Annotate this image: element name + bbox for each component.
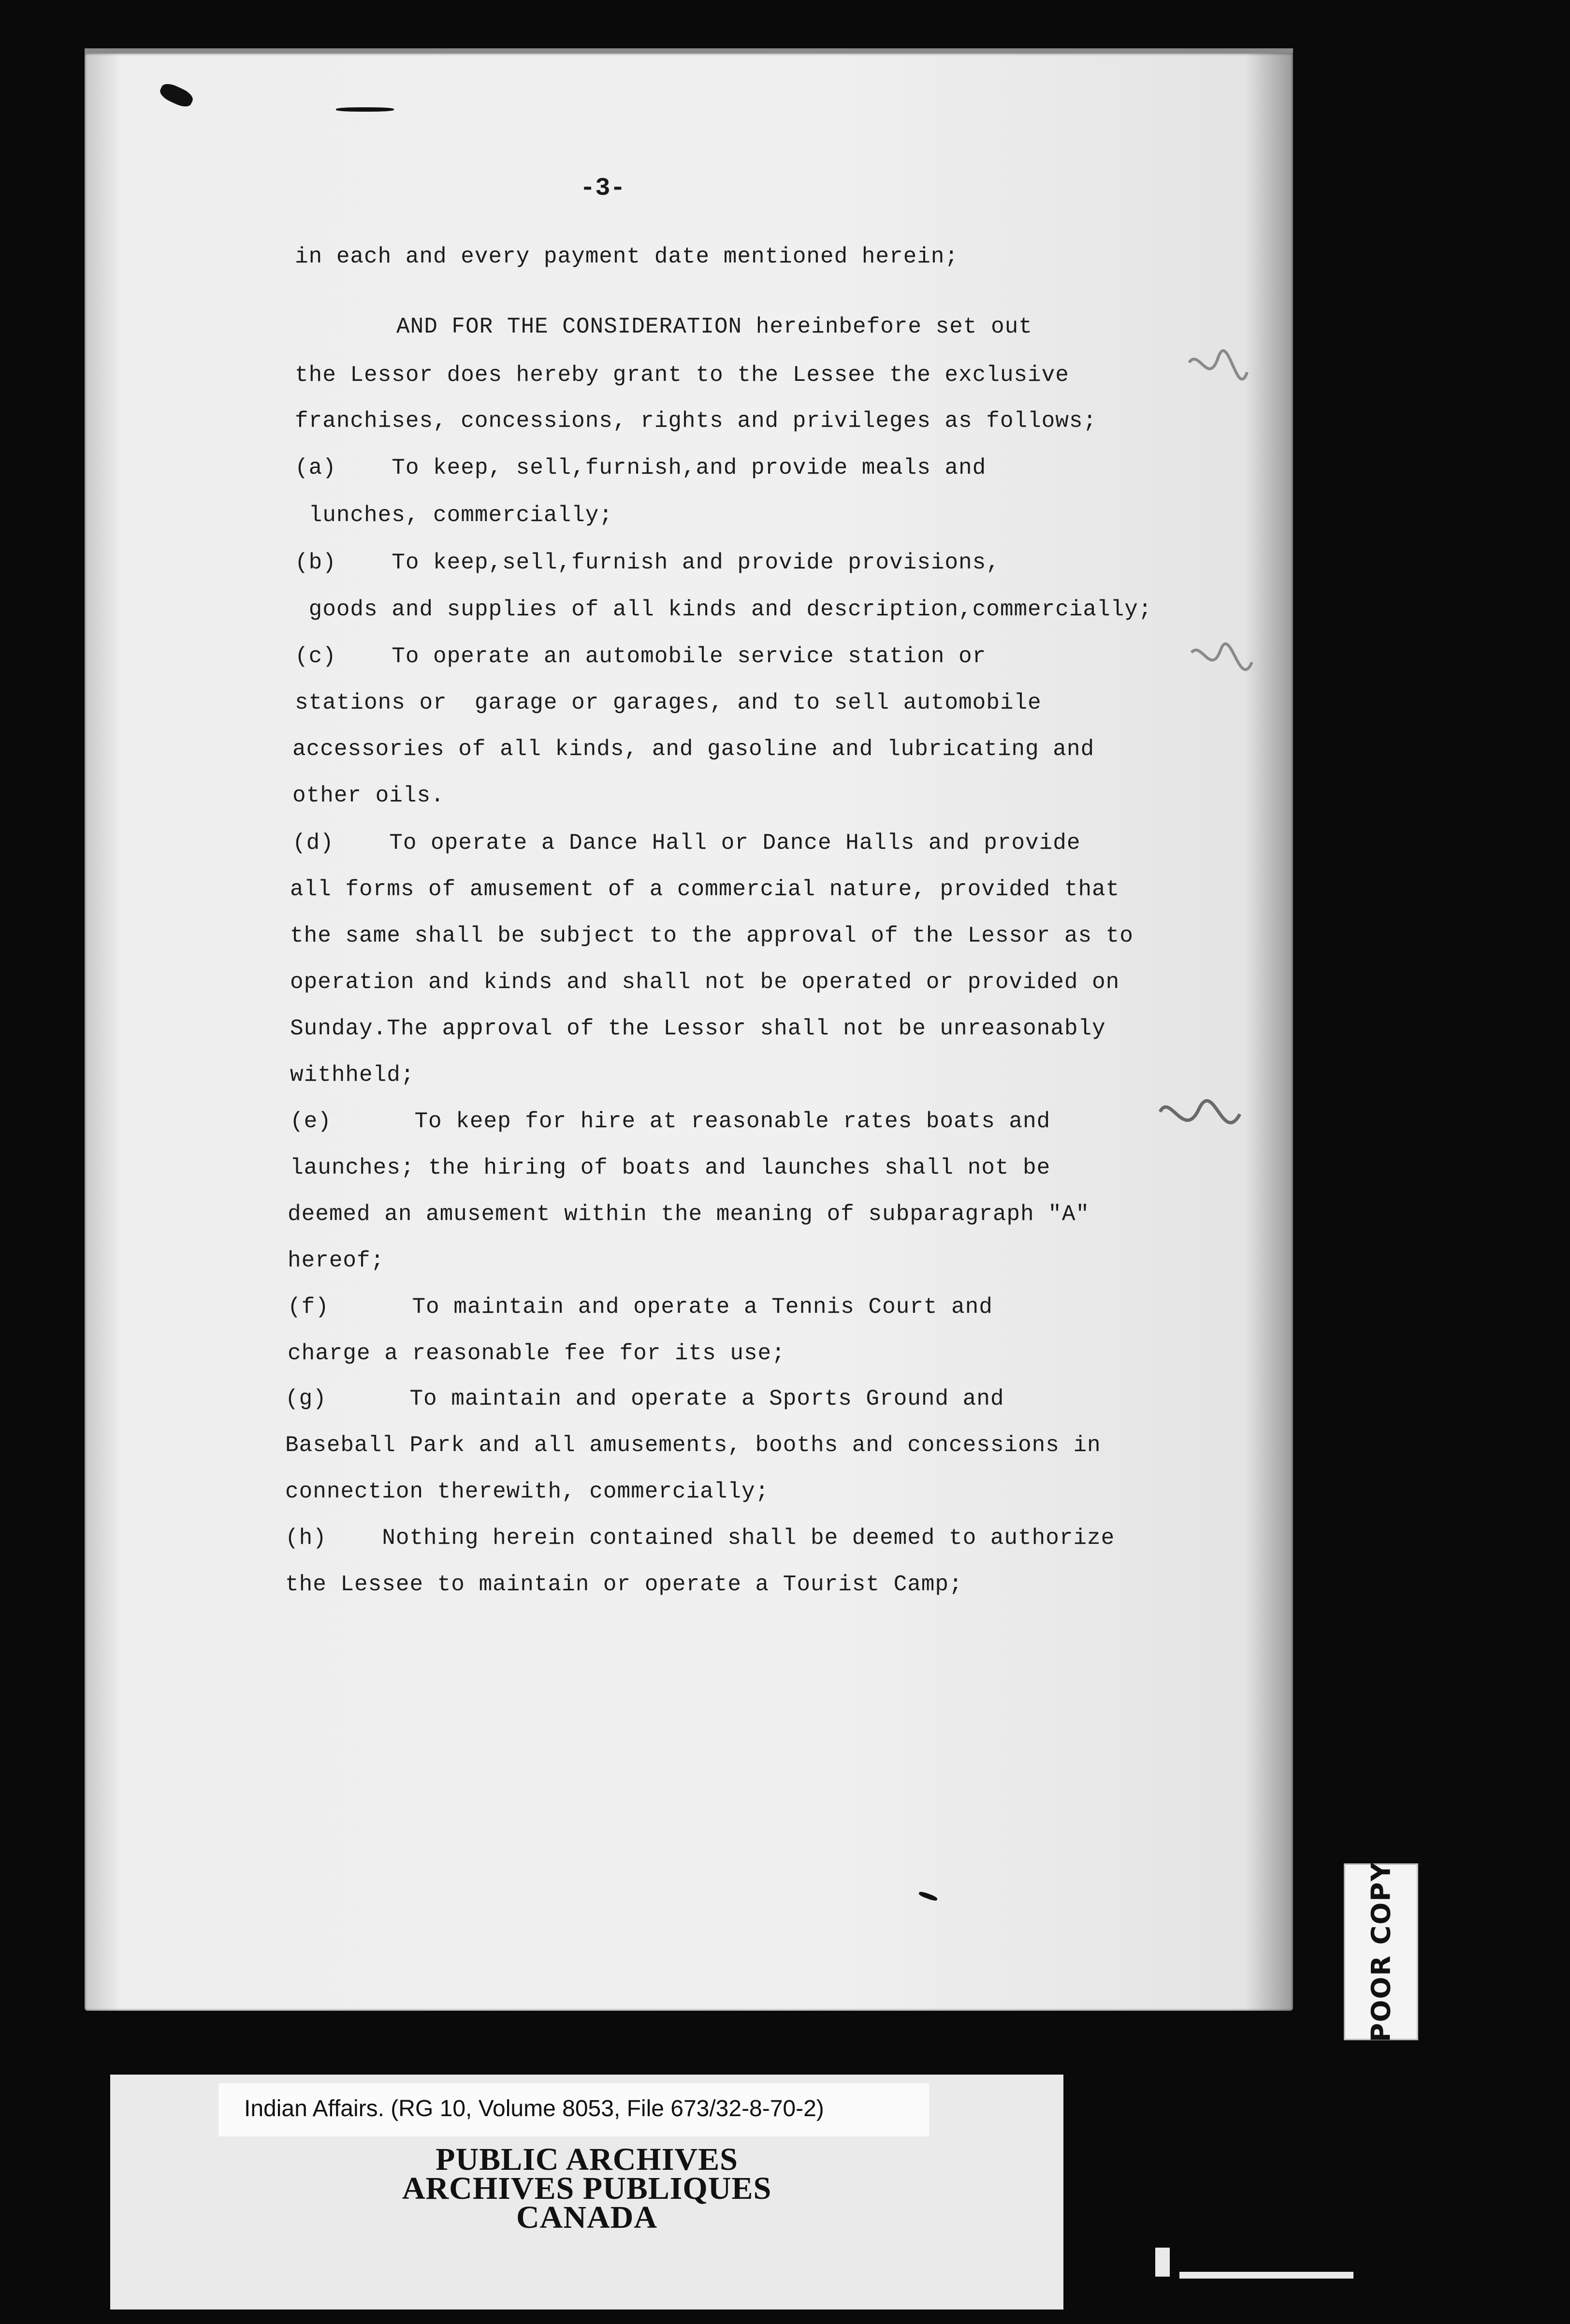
text-line: goods and supplies of all kinds and description,commercially;: [295, 597, 1152, 622]
archive-line-1: PUBLIC ARCHIVES: [436, 2142, 738, 2177]
text-line: (g) To maintain and operate a Sports Ground and: [285, 1386, 1004, 1411]
text-line: Sunday.The approval of the Lessor shall not be unreasonably: [290, 1016, 1106, 1041]
text-line: Baseball Park and all amusements, booths and concessions in: [285, 1433, 1101, 1458]
text-line: (b) To keep,sell,furnish and provide provisions,: [295, 550, 1000, 575]
text-line: operation and kinds and shall not be operated or provided on: [290, 970, 1120, 995]
handwritten-margin-mark: [1150, 1092, 1247, 1155]
handwritten-margin-mark: [1184, 638, 1262, 706]
text-line: deemed an amusement within the meaning of subparagraph "A": [288, 1202, 1090, 1227]
text-line: hereof;: [288, 1248, 385, 1273]
page-number: -3-: [580, 174, 625, 203]
text-line: AND FOR THE CONSIDERATION hereinbefore set out: [396, 314, 1032, 339]
archive-line-2: ARCHIVES PUBLIQUES: [402, 2171, 772, 2206]
text-line: the same shall be subject to the approval of the Lessor as to: [290, 923, 1134, 948]
text-line: accessories of all kinds, and gasoline and lubricating and: [292, 737, 1095, 762]
text-line: launches; the hiring of boats and launches shall not be: [290, 1155, 1051, 1180]
text-line: stations or garage or garages, and to sell automobile: [295, 690, 1042, 715]
text-line: the Lessor does hereby grant to the Lessee the exclusive: [295, 363, 1069, 388]
poor-copy-stamp-text: POOR COPY: [1366, 1861, 1396, 2042]
text-line: (f) To maintain and operate a Tennis Court and: [288, 1294, 993, 1320]
text-line: (c) To operate an automobile service station or: [295, 644, 987, 669]
text-line: (d) To operate a Dance Hall or Dance Halls and provide: [292, 830, 1081, 856]
handwritten-margin-mark: [1179, 343, 1257, 421]
text-line: lunches, commercially;: [295, 503, 613, 528]
archive-reference: Indian Affairs. (RG 10, Volume 8053, File 673/32-8-70-2): [244, 2096, 824, 2121]
archive-line-3: CANADA: [516, 2200, 657, 2235]
text-line: franchises, concessions, rights and privileges as follows;: [295, 408, 1097, 434]
film-mark: [1155, 2248, 1170, 2277]
text-line: the Lessee to maintain or operate a Tourist Camp;: [285, 1572, 963, 1597]
ink-dash: [336, 107, 394, 112]
text-line: other oils.: [292, 783, 445, 808]
text-line: (h) Nothing herein contained shall be deemed to authorize: [285, 1525, 1115, 1551]
text-line: connection therewith, commercially;: [285, 1479, 770, 1504]
text-line: in each and every payment date mentioned herein;: [295, 244, 959, 269]
text-line: all forms of amusement of a commercial nature, provided that: [290, 877, 1120, 902]
poor-copy-stamp: [1344, 1863, 1418, 2040]
text-line: (e) To keep for hire at reasonable rates boats and: [290, 1109, 1051, 1134]
text-line: (a) To keep, sell,furnish,and provide meals and: [295, 455, 987, 480]
text-line: charge a reasonable fee for its use;: [288, 1341, 785, 1366]
text-line: withheld;: [290, 1062, 415, 1088]
film-mark: [1179, 2272, 1353, 2279]
